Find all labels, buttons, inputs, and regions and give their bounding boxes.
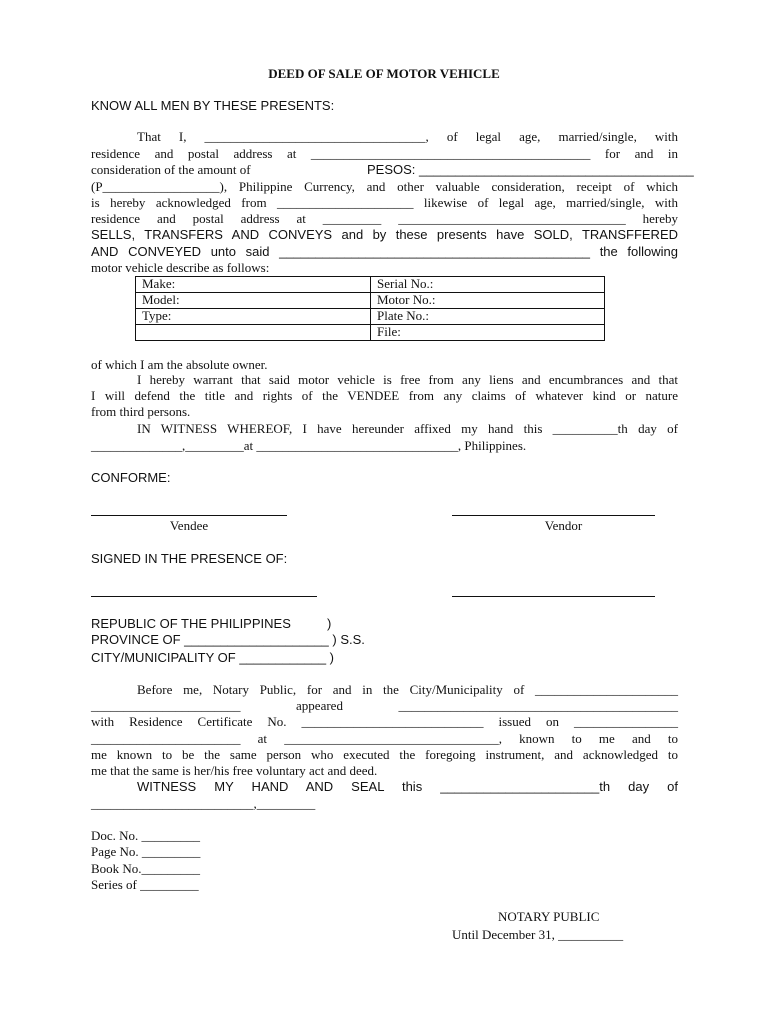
para2-line5: IN WITNESS WHEREOF, I have hereunder affixed my hand this __________th day of bbox=[137, 421, 678, 436]
series-of: Series of _________ bbox=[91, 877, 199, 892]
para1-line1: That I, __________________________________, of legal age, married/single, with bbox=[137, 129, 678, 144]
table-row bbox=[136, 325, 605, 341]
table-row bbox=[136, 293, 605, 309]
para1-line3a: consideration of the amount of bbox=[91, 162, 251, 177]
model-label: Model: bbox=[136, 293, 371, 309]
notary-line2: _______________________ appeared ___________________________________________ bbox=[91, 698, 678, 713]
witness-hand-seal-line: WITNESS MY HAND AND SEAL this ______________________th day of bbox=[137, 779, 678, 794]
doc-no: Doc. No. _________ bbox=[91, 828, 201, 843]
para1-line3b: PESOS: ______________________________________ bbox=[367, 162, 694, 177]
notary-line8: _________________________,_________ bbox=[91, 796, 316, 811]
notary-public-label: NOTARY PUBLIC bbox=[498, 909, 600, 924]
make-label: Make: bbox=[136, 277, 371, 293]
para1-line2: residence and postal address at ___________________________________________ for and in bbox=[91, 146, 678, 161]
intro-heading: KNOW ALL MEN BY THESE PRESENTS: bbox=[91, 98, 335, 113]
notary-line4: _______________________ at _________________________________, known to me and to bbox=[91, 731, 678, 746]
notary-line5: me known to be the same person who executed the foregoing instrument, and acknowledged to bbox=[91, 747, 678, 762]
file-label: File: bbox=[371, 325, 605, 341]
conforme-heading: CONFORME: bbox=[91, 470, 171, 485]
para1-line6: residence and postal address at _________ ___________________________________ hereby bbox=[91, 211, 678, 226]
province-line: PROVINCE OF ____________________ ) S.S. bbox=[91, 632, 365, 647]
table-row bbox=[136, 277, 605, 293]
until-december-line: Until December 31, __________ bbox=[452, 927, 624, 942]
signed-presence-heading: SIGNED IN THE PRESENCE OF: bbox=[91, 551, 288, 566]
para1-line9: motor vehicle describe as follows: bbox=[91, 260, 270, 275]
serial-no-label: Serial No.: bbox=[371, 277, 605, 293]
para2-line1: of which I am the absolute owner. bbox=[91, 357, 268, 372]
para1-line5: is hereby acknowledged from _____________________ likewise of legal age, married/single, with bbox=[91, 195, 678, 210]
document-title: DEED OF SALE OF MOTOR VEHICLE bbox=[268, 66, 500, 81]
para2-line4: from third persons. bbox=[91, 404, 191, 419]
notary-line1: Before me, Notary Public, for and in the City/Municipality of ______________________ bbox=[137, 682, 678, 697]
page-no: Page No. _________ bbox=[91, 844, 201, 859]
vendor-label: Vendor bbox=[544, 518, 583, 533]
vendee-label: Vendee bbox=[169, 518, 209, 533]
table-row bbox=[136, 309, 605, 325]
vehicle-details-table bbox=[135, 276, 605, 341]
book-no: Book No._________ bbox=[91, 861, 201, 876]
notary-line6: me that the same is her/his free voluntary act and deed. bbox=[91, 763, 378, 778]
type-label: Type: bbox=[136, 309, 371, 325]
witness1-signature-line bbox=[91, 596, 317, 597]
empty-cell bbox=[136, 325, 371, 341]
vendee-signature-line bbox=[91, 515, 287, 516]
motor-no-label: Motor No.: bbox=[371, 293, 605, 309]
para2-line2: I hereby warrant that said motor vehicle is free from any liens and encumbrances and that bbox=[137, 372, 678, 387]
vendor-signature-line bbox=[452, 515, 655, 516]
witness2-signature-line bbox=[452, 596, 655, 597]
city-municipality-line: CITY/MUNICIPALITY OF ____________ ) bbox=[91, 650, 335, 665]
para1-line4: (P__________________), Philippine Currency, and other valuable consideration, receipt of which bbox=[91, 179, 678, 194]
para1-line7: SELLS, TRANSFERS AND CONVEYS and by these presents have SOLD, TRANSFFERED bbox=[91, 227, 678, 242]
para2-line3: I will defend the title and rights of the VENDEE from any claims of whatever kind or nature bbox=[91, 388, 678, 403]
plate-no-label: Plate No.: bbox=[371, 309, 605, 325]
republic-line: REPUBLIC OF THE PHILIPPINES ) bbox=[91, 616, 332, 631]
notary-line3: with Residence Certificate No. ____________________________ issued on ________________ bbox=[91, 714, 678, 729]
para2-line6: ______________,_________at _______________________________, Philippines. bbox=[91, 438, 527, 453]
para1-line8: AND CONVEYED unto said ___________________________________________ the following bbox=[91, 244, 678, 259]
